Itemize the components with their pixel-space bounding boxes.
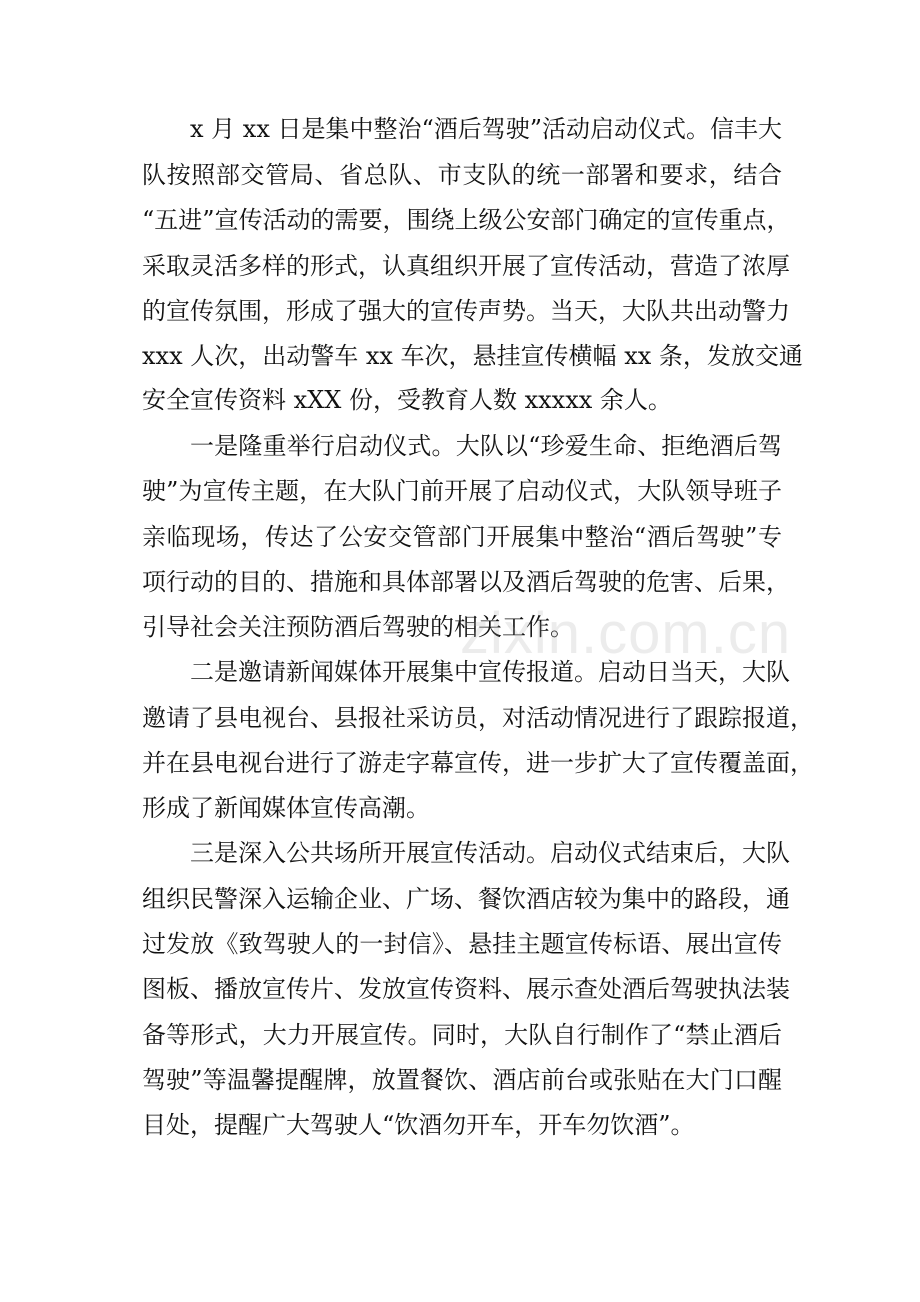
text-line: 亲临现场，传达了公安交管部门开展集中整治“酒后驾驶”专 (142, 523, 782, 551)
text-line: x 月 xx 日是集中整治“酒后驾驶”活动启动仪式。信丰大 (190, 115, 783, 143)
text-line: 目处，提醒广大驾驶人“饮酒勿开车，开车勿饮酒”。 (142, 1111, 695, 1139)
text-line: 一是隆重举行启动仪式。大队以“珍爱生命、拒绝酒后驾 (190, 432, 782, 460)
text-line: 形成了新闻媒体宣传高潮。 (142, 794, 430, 822)
text-line: 项行动的目的、措施和具体部署以及酒后驾驶的危害、后果， (142, 568, 790, 596)
text-line: xxx 人次，出动警车 xx 车次，悬挂宣传横幅 xx 条，发放交通 (142, 342, 803, 370)
text-line: 邀请了县电视台、县报社采访员，对活动情况进行了跟踪报道， (142, 704, 814, 732)
text-line: 安全宣传资料 xXX 份，受教育人数 xxxxx 余人。 (142, 386, 672, 414)
text-line: 引导社会关注预防酒后驾驶的相关工作。 (142, 613, 574, 641)
text-line: 队按照部交管局、省总队、市支队的统一部署和要求，结合 (142, 161, 782, 189)
text-line: 组织民警深入运输企业、广场、餐饮酒店较为集中的路段，通 (142, 885, 790, 913)
text-line: 驾驶”等温馨提醒牌，放置餐饮、酒店前台或张贴在大门口醒 (142, 1066, 782, 1094)
text-line: 备等形式，大力开展宣传。同时，大队自行制作了“禁止酒后 (142, 1021, 782, 1049)
text-line: 采取灵活多样的形式，认真组织开展了宣传活动，营造了浓厚 (142, 252, 790, 280)
text-line: 驶”为宣传主题，在大队门前开展了启动仪式，大队领导班子 (142, 477, 782, 505)
text-line: 并在县电视台进行了游走字幕宣传，进一步扩大了宣传覆盖面， (142, 749, 814, 777)
text-line: 的宣传氛围，形成了强大的宣传声势。当天，大队共出动警力 (142, 297, 790, 325)
text-line: 图板、播放宣传片、发放宣传资料、展示查处酒后驾驶执法装 (142, 975, 790, 1003)
text-line: “五进”宣传活动的需要，围绕上级公安部门确定的宣传重点， (142, 206, 791, 234)
watermark-text: zixin.com.cn (460, 601, 792, 666)
text-line: 二是邀请新闻媒体开展集中宣传报道。启动日当天，大队 (190, 658, 790, 686)
text-line: 过发放《致驾驶人的一封信》、悬挂主题宣传标语、展出宣传 (142, 930, 782, 958)
text-line: 三是深入公共场所开展宣传活动。启动仪式结束后，大队 (190, 839, 790, 867)
